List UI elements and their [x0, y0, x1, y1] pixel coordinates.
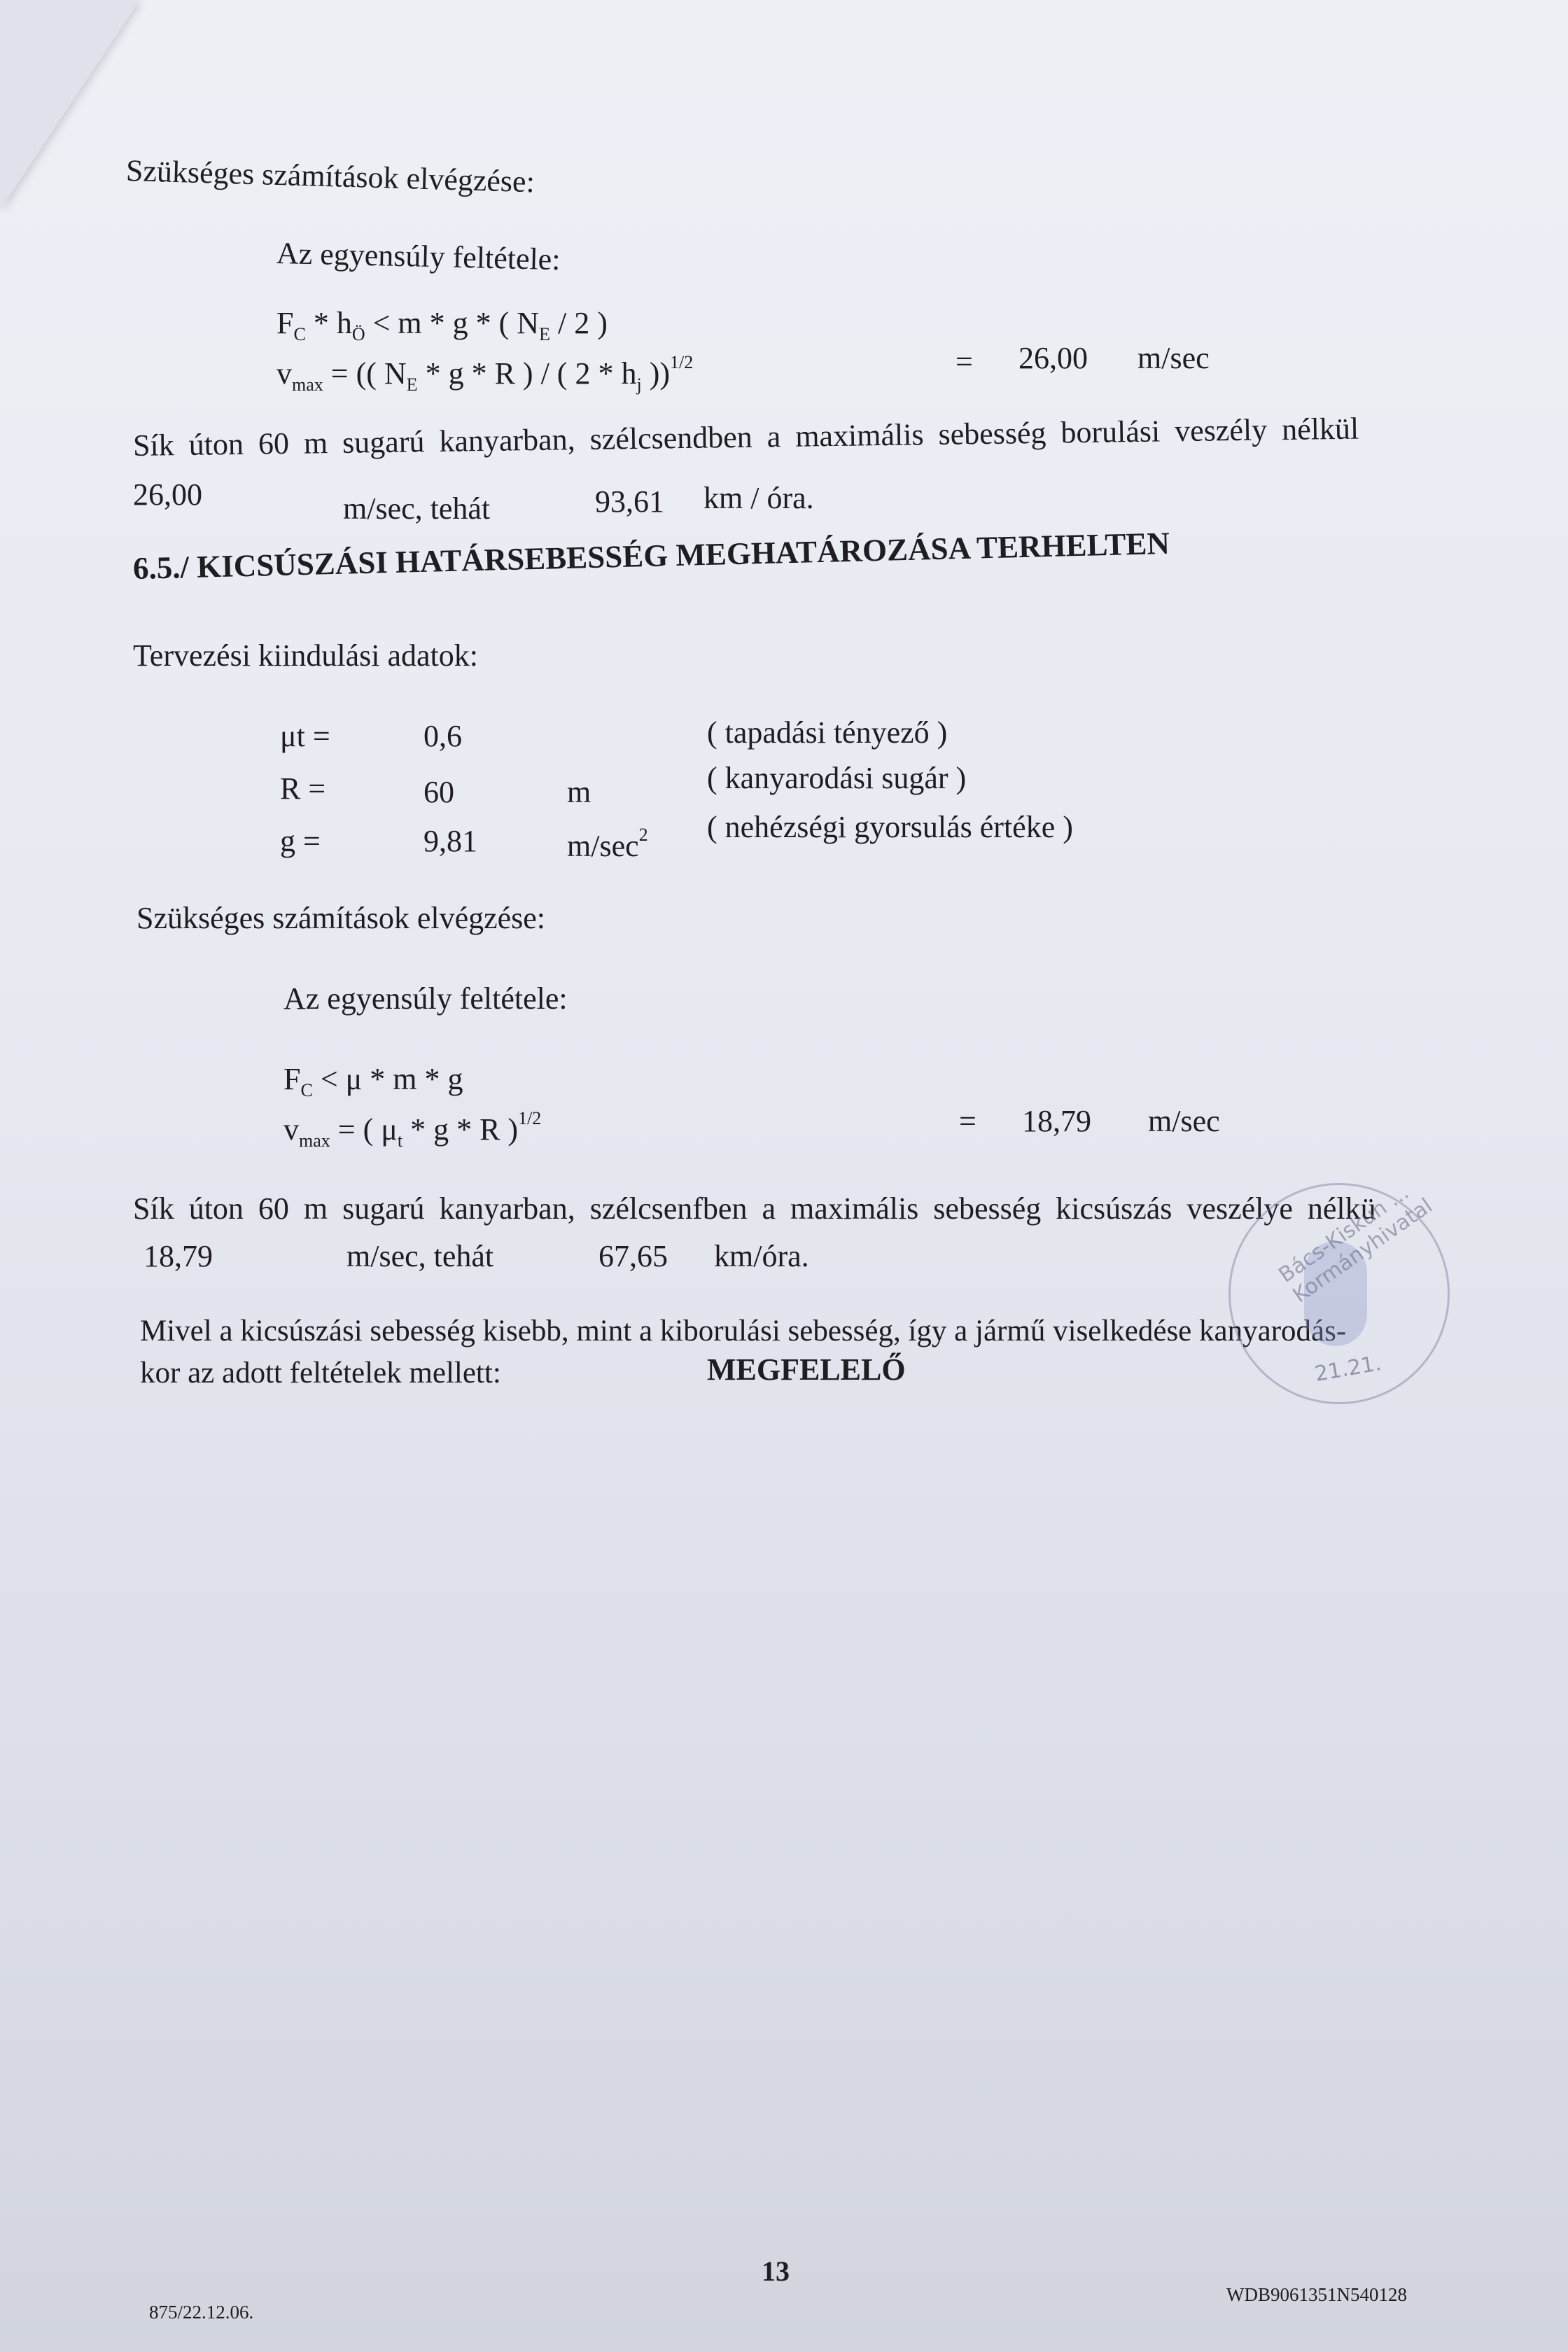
page-fold: [0, 0, 140, 210]
calc-heading-1: Szükséges számítások elvégzése:: [125, 153, 536, 200]
result-equals-1: =: [955, 344, 973, 379]
condition-label-1: Az egyensúly feltétele:: [276, 236, 561, 277]
input-unit-g: $m/\sec^2$: [567, 825, 648, 863]
input-unit-r: m: [567, 775, 592, 809]
page-number: 13: [762, 2255, 790, 2287]
verdict: MEGFELELŐ: [707, 1352, 906, 1387]
formula-slip-1: $F_C < \mu * m * g$: [284, 1062, 463, 1100]
formula-rollover-2: $v_{max}$ = (( $N_E$ * g * R ) / ( $2 * h_j$ ))$^{1/2}$: [276, 352, 694, 395]
section-title: 6.5./ KICSÚSZÁSI HATÁRSEBESSÉG MEGHATÁROZÁSA TERHELTEN: [132, 525, 1170, 586]
official-stamp: [1228, 1180, 1450, 1404]
footer-vin: WDB9061351N540128: [1226, 2284, 1407, 2305]
final-statement-line2: kor az adott feltételek mellett:: [140, 1357, 501, 1390]
input-desc-mu: ( tapadási tényező ): [707, 715, 948, 750]
conclusion-unit-2: m/sec, tehát: [346, 1239, 494, 1273]
result-value-1: 26,00: [1018, 341, 1088, 375]
conclusion-text-2: Sík úton 60 m sugarú kanyarban, szélcsenfben a maximális sebesség kicsúszás veszélye nélkü: [133, 1191, 1376, 1226]
result-unit-1: m/sec: [1138, 341, 1210, 375]
formula-slip-2: $v_{max}$ = ( $\mu_t$ * g * R )$^{1/2}$: [284, 1108, 542, 1151]
result-unit-2: m/sec: [1148, 1104, 1220, 1138]
input-symbol-r: R =: [280, 771, 326, 806]
condition-label-2: Az egyensúly feltétele:: [284, 981, 568, 1016]
input-symbol-mu: μt =: [280, 719, 330, 753]
inputs-heading: Tervezési kiindulási adatok:: [133, 638, 478, 673]
input-desc-r: ( kanyarodási sugár ): [707, 761, 967, 795]
final-statement-line1: Mivel a kicsúszási sebesség kisebb, mint a kiborulási sebesség, így a jármű viselkedése kanyarodás-: [140, 1315, 1347, 1348]
conclusion-kmh-2: 67,65: [598, 1239, 668, 1273]
input-value-g: 9,81: [424, 824, 477, 858]
conclusion-text-1: Sík úton 60 m sugarú kanyarban, szélcsendben a maximális sebesség borulási veszély nélkül: [132, 411, 1359, 463]
stamp-date: 21.21.: [1312, 1350, 1383, 1387]
input-value-mu: 0,6: [424, 719, 462, 753]
input-symbol-g: g =: [280, 824, 321, 858]
calc-heading-2: Szükséges számítások elvégzése:: [136, 901, 546, 935]
input-desc-g: ( nehézségi gyorsulás értéke ): [707, 810, 1073, 844]
conclusion-unit-1: m/sec, tehát: [343, 491, 491, 526]
conclusion-value-2: 18,79: [144, 1239, 213, 1273]
result-equals-2: =: [959, 1104, 976, 1138]
input-value-r: 60: [424, 775, 454, 809]
formula-rollover-1: $F_C * h_Ö < m * g$ * ( $N_E / 2$ ): [276, 306, 608, 344]
conclusion-value-1: 26,00: [133, 477, 202, 512]
footer-doc-ref: 875/22.12.06.: [149, 2302, 254, 2323]
conclusion-kmh-unit-1: km / óra.: [704, 481, 814, 515]
stamp-circular-text: Bács-Kiskun ... Kormányhivatal: [1274, 1180, 1437, 1308]
result-value-2: 18,79: [1022, 1104, 1091, 1138]
conclusion-kmh-unit-2: km/óra.: [714, 1239, 809, 1273]
conclusion-kmh-1: 93,61: [595, 484, 664, 519]
